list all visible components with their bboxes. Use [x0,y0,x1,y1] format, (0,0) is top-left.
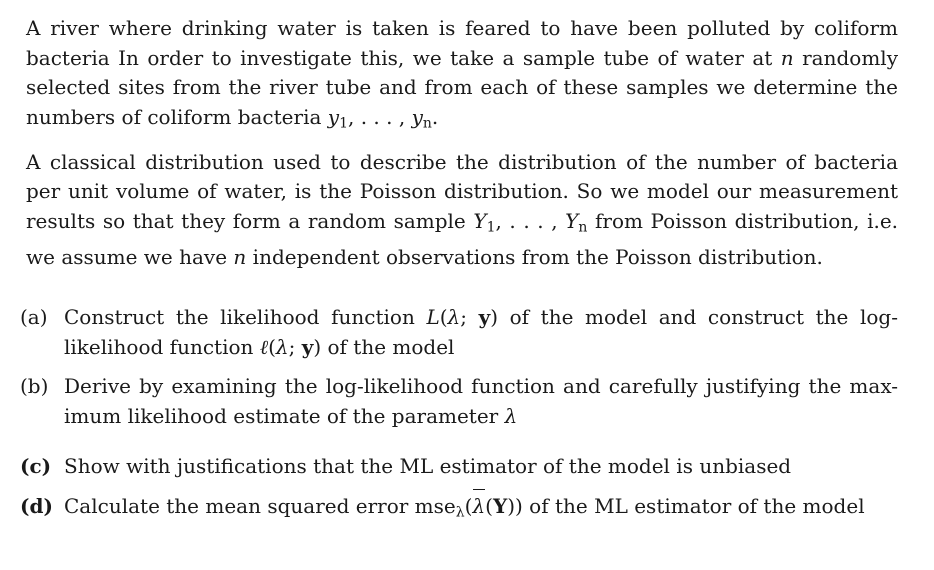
math-Y-bold: Y [492,493,508,518]
question-text: Derive by examining the log-likelihood function and carefully justifying the max-imum likelihood estimate of the parameter [64,374,898,428]
math-subscript: n [422,115,432,131]
question-d: (d) Calculate the mean squared error mse$_\lambda$(λ(Y)) of the ML estimator of the model [20,493,865,520]
math-subscript: n [578,219,588,235]
model-text-1: A classical distribution used to describe the distribution of the number of bacteria per unit volume of water, is the Poisson distribution. So we model our measurement results so that they form a random sample [26,149,898,233]
intro-end: . [431,104,439,129]
math-lambda: λ [504,403,518,428]
question-label: (d) [20,493,53,518]
math-subscript: λ [455,504,465,520]
math-Y: Y [473,208,487,233]
model-text-3: independent observations from the Poisson distribution. [246,244,823,269]
question-text: of the model and construct the log-likelihood function [64,305,898,359]
math-ell: ℓ [259,334,269,359]
question-label: (c) [20,454,52,478]
math-dots: , . . . , [347,104,412,129]
math-n: n [233,244,247,269]
question-text: Construct the likelihood function [64,305,427,329]
math-lambda: λ [275,334,289,359]
math-y: y [327,104,340,129]
question-c [20,452,898,482]
math-Y: Y [565,208,579,233]
intro-text-1: A river where drinking water is taken is feared to have been polluted by coliform bacteria In order to investigate this, we take a sample tube of water at [26,16,898,70]
math-lambda: λ [447,305,461,329]
question-list [20,303,898,528]
math-dots: , . . . , [495,208,566,233]
question-label: (b) [20,374,49,398]
question-a: (a) Construct the likelihood function L(λ; y) of the model and construct the log-likelihood function ℓ(λ; y) of the model [20,305,898,359]
question-label: (a) [20,305,48,329]
math-subscript: 1 [339,115,348,131]
question-b [20,372,898,431]
document [20,14,899,528]
intro-text-2: randomly selected sites from the river tube and from each of these samples we determine the numbers of coliform bacteria [26,45,898,129]
math-y-bold: y [478,305,491,329]
question-text: Show with justifications that the ML estimator of the model is unbiased [64,454,792,478]
model-text-2: from Poisson distribution, i.e. we assume we have [26,208,899,269]
intro-paragraph [26,14,898,139]
question-text: of the model [321,334,455,359]
math-lambda-hat: λ [472,492,485,522]
math-y: y [411,104,423,129]
question-text: of the ML estimator of the model [522,493,865,518]
math-y-bold: y [301,334,314,359]
question-text: Calculate the mean squared error mse [64,493,456,518]
math-n: n [780,45,794,70]
math-subscript: 1 [486,219,496,235]
math-L: L [426,305,440,329]
model-paragraph [26,148,898,273]
